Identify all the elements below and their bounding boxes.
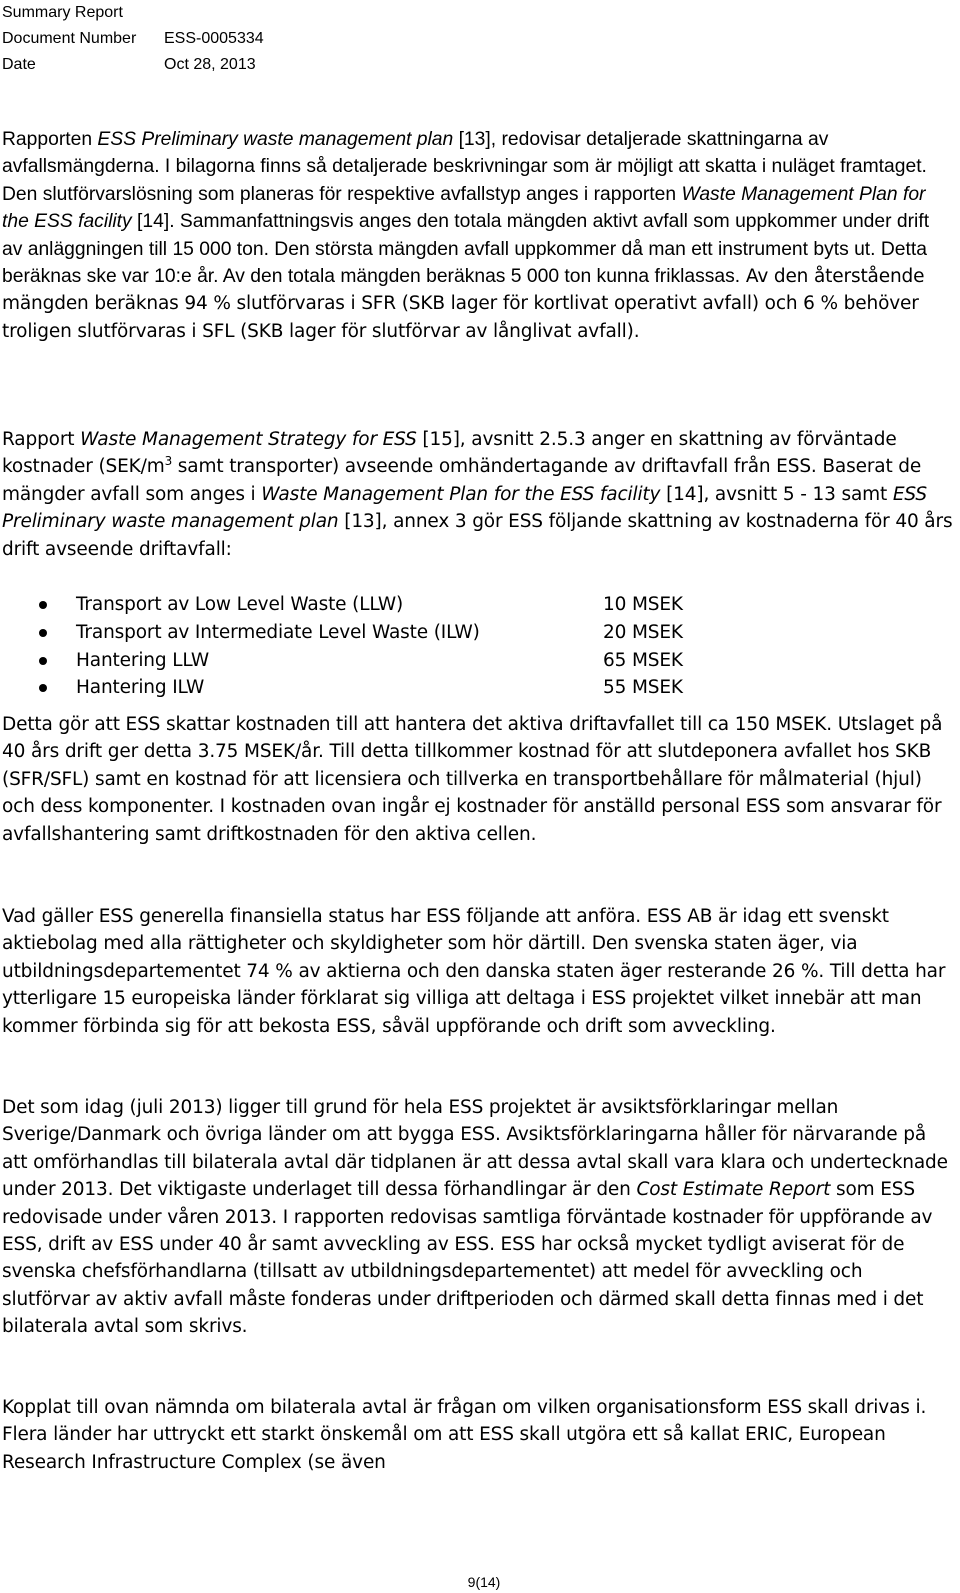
- paragraph-cost-estimate: Detta gör att ESS skattar kostnaden till att hantera det aktiva driftavfallet till ca 150 MSEK. Utslaget på 40 års drift ger detta 3.75 MSEK/år. Till detta tillkommer kostnad för att slutdeponera avfallet hos SKB (SFR/SFL) samt en kostnad för att licensiera och tillverka en transportbehållare för målmaterial (hjul) och dess komponenter. I kostnaden ovan ingår ej kostnader för anställd personal ESS som ansvarar för avfallshantering samt driftkostnaden för den aktiva cellen.: [2, 714, 943, 845]
- paragraph-waste-quantities: Rapporten ESS Preliminary waste management plan [13], redovisar detaljerade skattningarna av avfallsmängderna. I bilagorna finns så detaljerade beskrivningar som är möjligt att skatta i nuläget framtaget. Den slutförvarslösning som planeras för respektive avfallstyp anges i rapporten Waste Management Plan for the ESS facility [14]. Sammanfattningsvis anges den totala mängden aktivt avfall som uppkommer under drift av anläggningen till 15 000 ton. Den största mängden avfall uppkommer då man ett instrument byts ut. Detta beräknas ske var 10:e år. Av den totala mängden beräknas 5 000 ton kunna friklassas. Av den återstående mängden beräknas 94 % slutförvaras i SFR (SKB lager för kortlivat operativt avfall) och 6 % behöver troligen slutförvaras i SFL (SKB lager för slutförvar av långlivat avfall).: [2, 129, 930, 342]
- bullet-icon: [39, 601, 47, 609]
- page-number: 9(14): [467, 1574, 501, 1590]
- date-value: Oct 28, 2013: [164, 56, 256, 73]
- doc-number-label: Document Number: [2, 30, 137, 47]
- cost-item-value: 20 MSEK: [603, 621, 683, 643]
- list-item: [0, 619, 960, 647]
- date-label: Date: [2, 56, 36, 73]
- doc-number-value: ESS-0005334: [164, 30, 264, 47]
- header-title: Summary Report: [2, 4, 123, 21]
- cost-item-value: 10 MSEK: [603, 594, 683, 615]
- list-item: [0, 647, 960, 675]
- bullet-icon: [39, 684, 47, 692]
- paragraph-agreements: Det som idag (juli 2013) ligger till grund för hela ESS projektet är avsiktsförklaringar mellan Sverige/Danmark och övriga länder om att bygga ESS. Avsiktsförklaringarna håller för närvarande på att omförhandlas till bilaterala avtal där tidplanen är att dessa avtal skall vara klara och undertecknade under 2013. Det viktigaste underlaget till dessa förhandlingar är den Cost Estimate Report som ESS redovisade under våren 2013. I rapporten redovisas samtliga förväntade kostnader för uppförande av ESS, drift av ESS under 40 år samt avveckling av ESS. ESS har också mycket tydligt aviserat för de svenska chefsförhandlarna (tillsatt av utbildningsdepartementet) att medel för avveckling och slutförvar av aktiv avfall måste fonderas under driftperioden och därmed skall detta finnas med i det bilaterala avtal som skrivs.: [2, 1097, 948, 1338]
- cost-item-label: Hantering LLW: [76, 649, 209, 671]
- document-header: [2, 0, 264, 78]
- cost-item-label: Transport av Low Level Waste (LLW): [76, 594, 404, 615]
- paragraph-financial-status: Vad gäller ESS generella finansiella status har ESS följande att anföra. ESS AB är idag ett svenskt aktiebolag med alla rättigheter och skyldigheter som hör därtill. Den svenska staten äger, via utbildningsdepartementet 74 % av aktierna och den danska staten äger resterande 26 %. Till detta har ytterligare 15 europeiska länder förklarat sig villiga att deltaga i ESS projektet vilket innebär att man kommer förbinda sig för att bekosta ESS, såväl uppförande och drift som avveckling.: [2, 906, 946, 1037]
- list-item: [0, 674, 960, 702]
- cost-item-label: Hantering ILW: [76, 677, 205, 699]
- header-doc-number-row: [2, 26, 264, 52]
- paragraph-waste-strategy: Rapport Waste Management Strategy for ESS [15], avsnitt 2.5.3 anger en skattning av förväntade kostnader ($SEK/m^3$ samt transporter) avseende omhändertagande av driftavfall från ESS. Baserat de mängder avfall som anges i Waste Management Plan for the ESS facility [14], avsnitt 5 - 13 samt ESS Preliminary waste management plan [13], annex 3 gör ESS följande skattning av kostnaderna för 40 års drift avseende driftavfall:: [2, 429, 953, 560]
- cost-item-value: 65 MSEK: [603, 649, 683, 671]
- paragraph-organisation-form: Kopplat till ovan nämnda om bilaterala avtal är frågan om vilken organisationsform ESS skall drivas i. Flera länder har uttryckt ett starkt önskemål om att ESS skall utgöra ett så kallat ERIC, European Research Infrastructure Complex (se även: [2, 1397, 927, 1473]
- cost-item-label: Transport av Intermediate Level Waste (ILW): [76, 621, 480, 643]
- cost-item-value: 55 MSEK: [603, 677, 683, 699]
- bullet-icon: [39, 629, 47, 637]
- header-date-row: [2, 52, 264, 78]
- bullet-icon: [39, 657, 47, 665]
- cost-item-list: [0, 591, 960, 702]
- header-title-row: [2, 0, 264, 26]
- list-item: [0, 591, 960, 619]
